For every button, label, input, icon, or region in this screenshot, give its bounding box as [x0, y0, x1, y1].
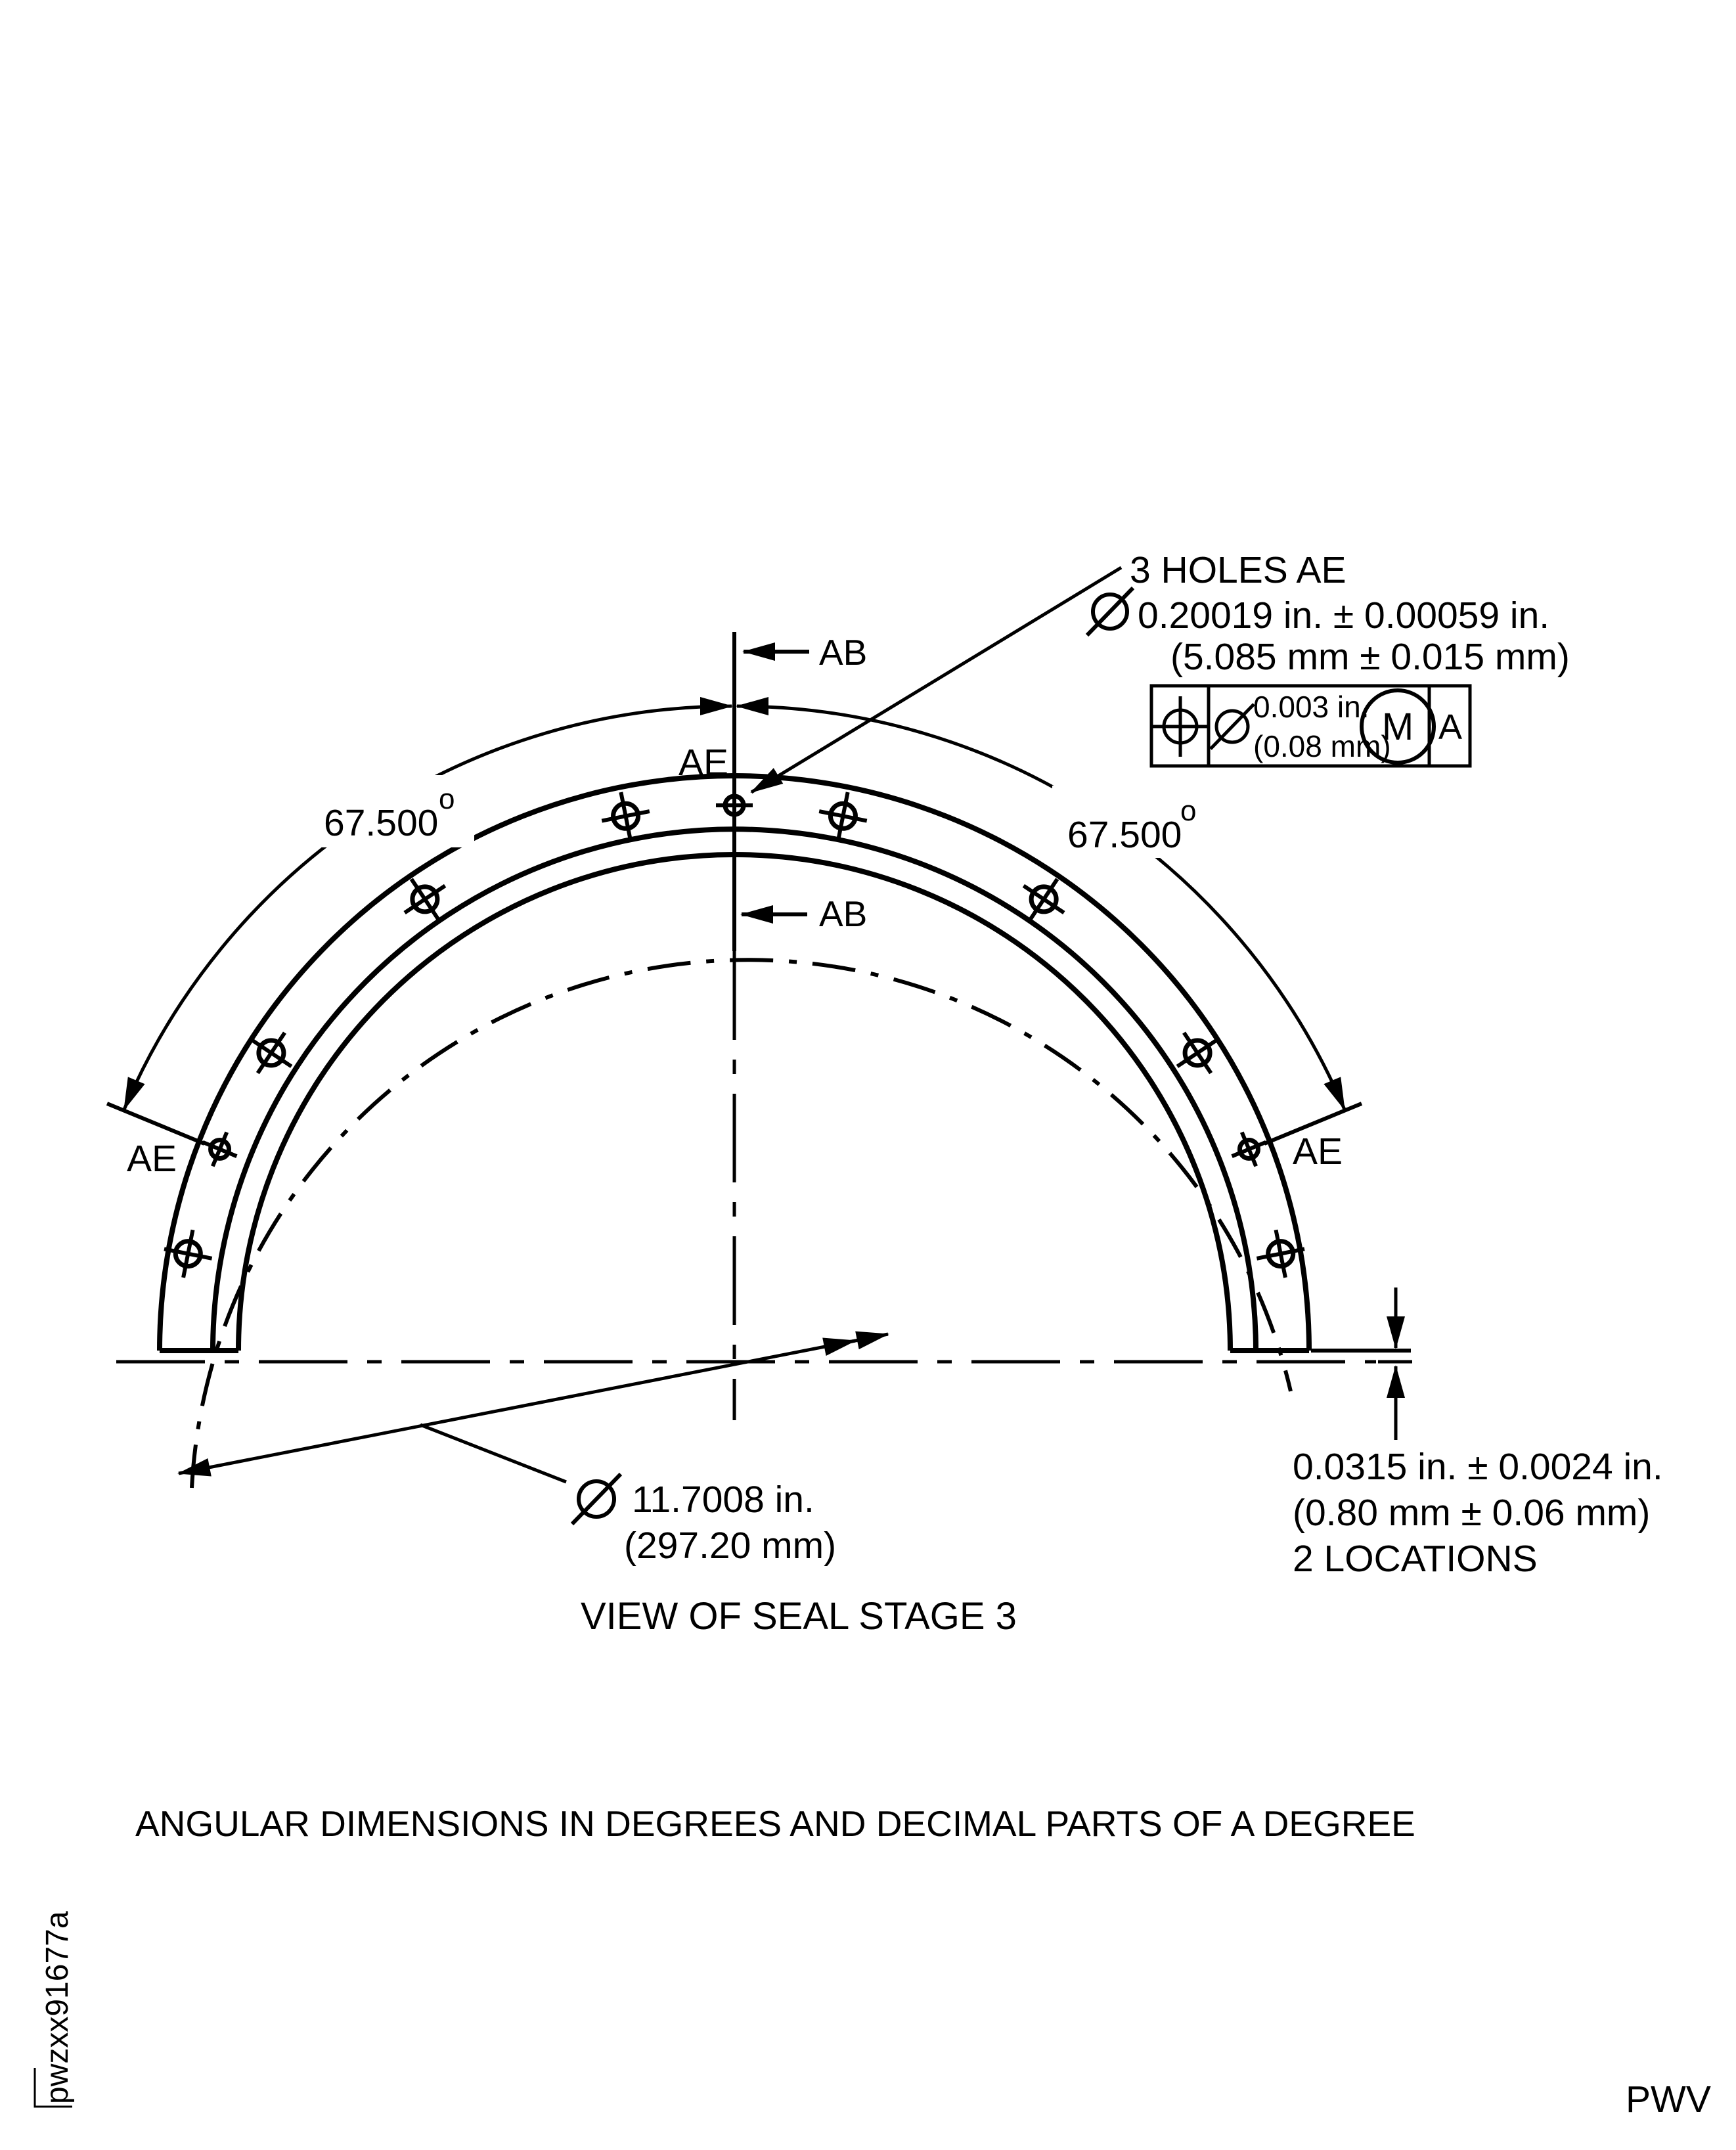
left-angle-dim-arc	[124, 706, 732, 1109]
angular-note: ANGULAR DIMENSIONS IN DEGREES AND DECIMAL PARTS OF A DEGREE	[135, 1803, 1415, 1844]
bolt-circle-arc	[192, 960, 1291, 1488]
position-symbol-icon	[1152, 696, 1209, 757]
view-title: VIEW OF SEAL STAGE 3	[581, 1595, 1017, 1638]
bolt-circle-dimension	[572, 1474, 836, 1567]
holes-callout-line3: (5.085 mm ± 0.015 mm)	[1170, 636, 1570, 678]
bolt-hole	[1177, 1033, 1218, 1073]
holes-callout	[1087, 549, 1570, 678]
bolt-hole	[1023, 879, 1064, 920]
right-angle-degree-mark: o	[1180, 795, 1197, 827]
ae-hole	[203, 1132, 237, 1167]
holes-callout-line2: 0.20019 in. ± 0.00059 in.	[1138, 594, 1550, 637]
offset-locations: 2 LOCATIONS	[1293, 1538, 1538, 1580]
bolt-hole	[405, 879, 445, 920]
fcf-datum-letter: A	[1438, 707, 1463, 747]
bolt-circle-value-in: 11.7008 in.	[632, 1479, 814, 1521]
hole-label-ae-right: AE	[1293, 1131, 1343, 1173]
diameter-symbol-icon	[1211, 704, 1254, 749]
offset-value-mm: (0.80 mm ± 0.06 mm)	[1293, 1492, 1651, 1534]
holes-callout-line1: 3 HOLES AE	[1130, 549, 1347, 591]
bolt-circle-text-leader	[420, 1425, 566, 1482]
page-code: PWV	[1626, 2078, 1711, 2120]
offset-value-in: 0.0315 in. ± 0.0024 in.	[1293, 1446, 1663, 1488]
hole-label-ae-top: AE	[679, 742, 729, 784]
holes-callout-leader	[751, 568, 1121, 792]
ae-hole	[716, 787, 753, 824]
diameter-symbol-icon	[572, 1474, 621, 1524]
left-angle-degree-mark: o	[439, 783, 455, 815]
right-angle-value: 67.500	[1067, 814, 1182, 856]
hole-label-ae-left: AE	[127, 1138, 177, 1180]
bolt-hole	[819, 792, 867, 840]
bolt-circle-dim-second-arrow	[829, 1334, 888, 1346]
ae-hole	[1232, 1132, 1266, 1167]
offset-dimension	[1293, 1446, 1663, 1580]
section-arrows	[742, 652, 809, 914]
fcf-modifier-letter: M	[1381, 705, 1414, 748]
diameter-symbol-icon	[1087, 588, 1133, 635]
left-angle-value: 67.500	[324, 802, 439, 844]
section-label-ab-bottom: AB	[819, 893, 868, 934]
fcf-tolerance-mm: (0.08 mm)	[1253, 729, 1391, 763]
doc-code-vertical: pwzxx91677a	[40, 1911, 75, 2104]
fcf-tolerance-in: 0.003 in.	[1253, 690, 1369, 724]
bolt-hole	[251, 1033, 292, 1073]
bolt-circle-value-mm: (297.20 mm)	[624, 1525, 837, 1567]
centerlines	[116, 632, 1412, 1420]
section-label-ab-top: AB	[819, 632, 868, 673]
bolt-hole	[602, 792, 650, 840]
